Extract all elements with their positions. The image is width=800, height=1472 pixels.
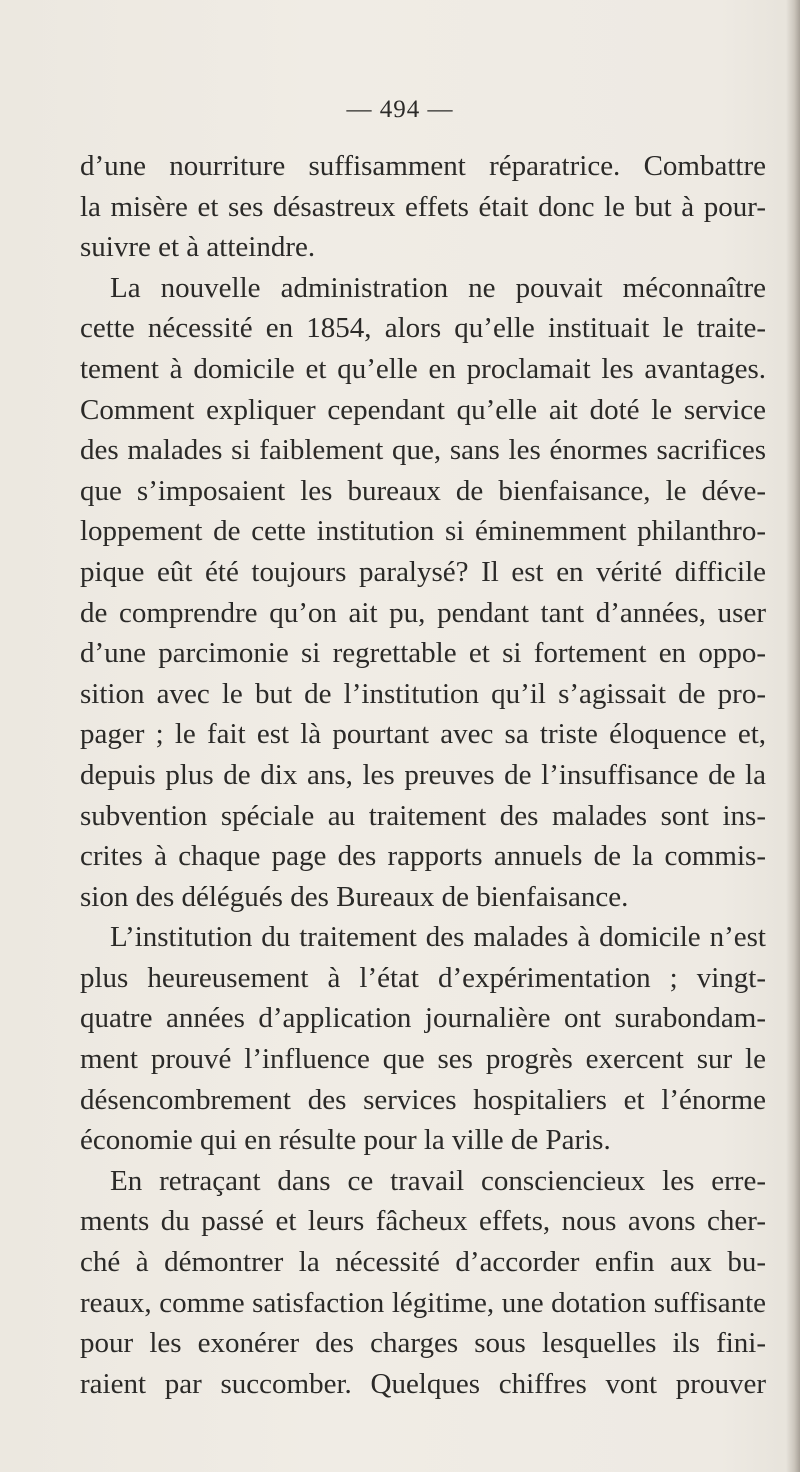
text-line: La nouvelle administration ne pouvait méconnaître (110, 271, 766, 304)
text-line: quatre années d’application journalière ont surabondam- (80, 1002, 766, 1035)
text-line: depuis plus de dix ans, les preuves de l’insuffisance de la (80, 758, 766, 791)
text-line: d’une nourriture suffisamment réparatrice. Combattre (80, 150, 766, 182)
text-line: la misère et ses désastreux effets était donc le but à pour- (80, 190, 766, 223)
text-line: sition avec le but de l’institution qu’il s’agissait de pro- (80, 677, 766, 710)
text-line: pour les exonérer des charges sous lesquelles ils fini- (80, 1327, 766, 1360)
text-line: sion des délégués des Bureaux de bienfaisance. (80, 880, 629, 913)
text-line: subvention spéciale au traitement des malades sont ins- (80, 799, 766, 832)
text-line: ments du passé et leurs fâcheux effets, nous avons cher- (80, 1205, 766, 1238)
text-line: ment prouvé l’influence que ses progrès exercent sur le (80, 1043, 766, 1076)
text-line: En retraçant dans ce travail consciencieux les erre- (110, 1164, 766, 1197)
text-line: économie qui en résulte pour la ville de Paris. (80, 1124, 611, 1157)
text-line: d’une parcimonie si regrettable et si fortement en oppo- (80, 637, 766, 670)
text-line: pager ; le fait est là pourtant avec sa triste éloquence et, (80, 718, 766, 751)
text-line: cette nécessité en 1854, alors qu’elle instituait le traite- (80, 312, 766, 345)
text-line: reaux, comme satisfaction légitime, une dotation suffisante (80, 1286, 766, 1319)
text-line: que s’imposaient les bureaux de bienfaisance, le déve- (80, 474, 766, 507)
text-line: des malades si faiblement que, sans les énormes sacrifices (80, 434, 766, 467)
text-line: suivre et à atteindre. (80, 231, 316, 264)
page-edge-shadow (786, 0, 800, 1472)
text-line: L’institution du traitement des malades à domicile n’est (110, 921, 766, 954)
text-line: crites à chaque page des rapports annuels de la commis- (80, 840, 766, 873)
text-line: ché à démontrer la nécessité d’accorder enfin aux bu- (80, 1246, 766, 1279)
text-line: plus heureusement à l’état d’expérimentation ; vingt- (80, 961, 766, 994)
text-line: désencombrement des services hospitaliers et l’énorme (80, 1083, 766, 1116)
text-line: Comment expliquer cependant qu’elle ait doté le service (80, 393, 766, 426)
text-line: loppement de cette institution si éminemment philanthro- (80, 515, 766, 548)
page-number: — 494 — (346, 96, 454, 123)
text-line: pique eût été toujours paralysé? Il est en vérité difficile (80, 555, 766, 588)
body-text (80, 146, 766, 1404)
text-line: raient par succomber. Quelques chiffres vont prouver (80, 1367, 766, 1400)
text-line: tement à domicile et qu’elle en proclamait les avantages. (80, 352, 766, 385)
text-line: de comprendre qu’on ait pu, pendant tant d’années, user (80, 596, 766, 629)
